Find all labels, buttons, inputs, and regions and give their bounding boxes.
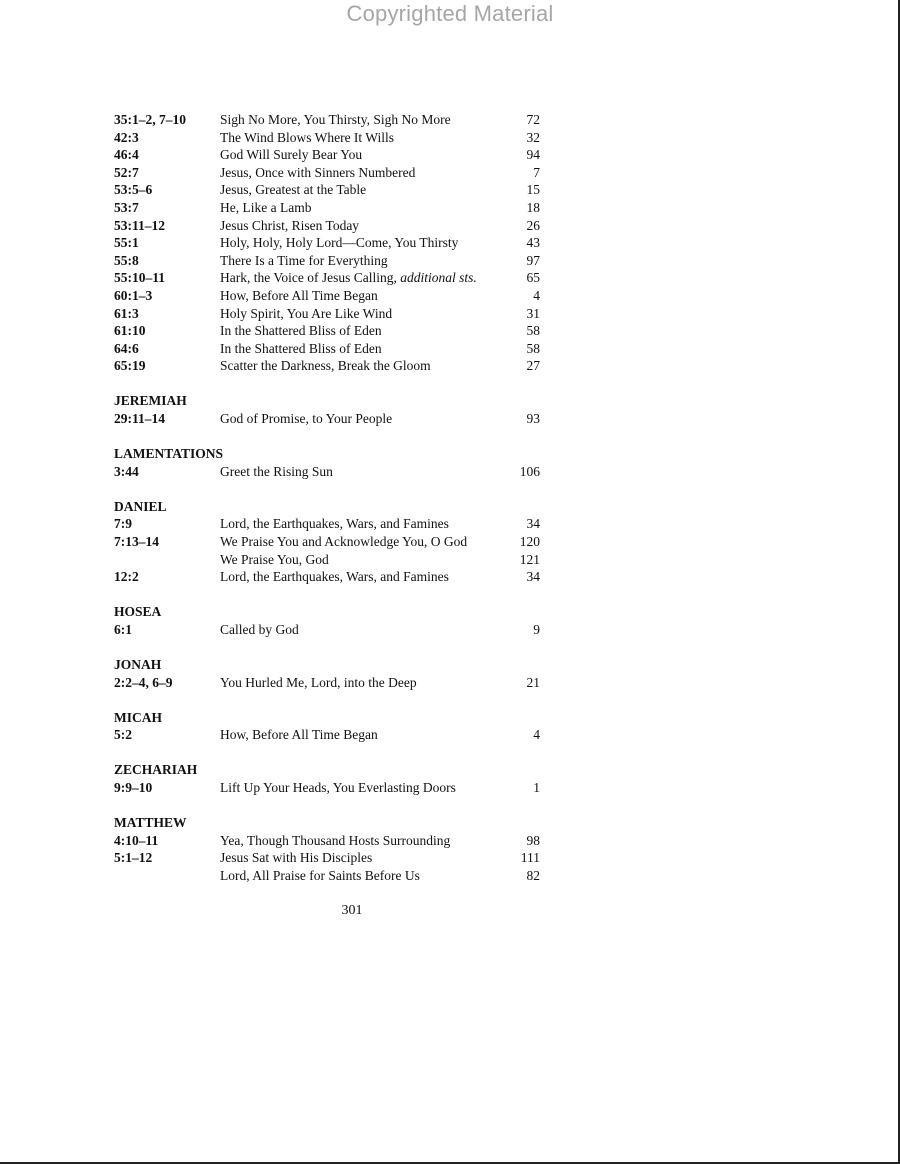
hymn-title-text: He, Like a Lamb — [220, 199, 312, 215]
index-entry — [114, 111, 540, 129]
index-section — [114, 603, 540, 638]
book-heading: LAMENTATIONS — [114, 446, 224, 462]
hymn-title-text: In the Shattered Bliss of Eden — [220, 340, 382, 356]
scripture-reference: 2:2–4, 6–9 — [114, 674, 173, 690]
hymn-title — [220, 533, 467, 551]
index-section — [114, 761, 540, 796]
index-entry — [114, 515, 540, 533]
scripture-reference: 53:7 — [114, 199, 139, 215]
hymn-number: 1 — [533, 779, 540, 795]
scripture-reference: 53:11–12 — [114, 217, 166, 233]
hymn-title — [220, 111, 451, 129]
hymn-number: 121 — [519, 551, 540, 567]
index-entry — [114, 726, 540, 744]
hymn-number: 65 — [526, 270, 540, 286]
scripture-reference: 55:8 — [114, 252, 139, 268]
scripture-reference: 7:9 — [114, 516, 132, 532]
index-entry — [114, 533, 540, 551]
hymn-number: 27 — [526, 358, 540, 374]
index-entry — [114, 217, 540, 235]
hymn-title-text: Hark, the Voice of Jesus Calling, — [220, 270, 397, 286]
hymn-title — [220, 340, 382, 358]
index-entry — [114, 832, 540, 850]
hymn-title — [220, 129, 394, 147]
hymn-title-text: The Wind Blows Where It Wills — [220, 129, 395, 145]
hymn-number: 106 — [519, 463, 540, 479]
scripture-reference: 61:3 — [114, 305, 139, 321]
index-entry — [114, 357, 540, 375]
scripture-reference: 65:19 — [114, 358, 146, 374]
hymn-title-text: Lord, All Praise for Saints Before Us — [220, 867, 420, 883]
index-entry — [114, 287, 540, 305]
index-section — [114, 814, 540, 884]
hymn-number: 21 — [526, 674, 540, 690]
hymn-title — [220, 287, 378, 305]
hymn-title — [220, 181, 366, 199]
hymn-title — [220, 217, 359, 235]
scripture-reference: 64:6 — [114, 340, 139, 356]
index-entry — [114, 568, 540, 586]
hymn-title — [220, 252, 388, 270]
hymn-title-text: In the Shattered Bliss of Eden — [220, 323, 382, 339]
hymn-number: 111 — [520, 850, 540, 866]
index-entry — [114, 129, 540, 147]
scripture-reference: 5:1–12 — [114, 850, 153, 866]
scripture-reference: 7:13–14 — [114, 533, 159, 549]
index-section — [114, 392, 540, 427]
scripture-reference: 53:5–6 — [114, 182, 153, 198]
hymn-number: 97 — [526, 252, 540, 268]
hymn-title-text: Jesus, Greatest at the Table — [220, 182, 367, 198]
index-section — [114, 498, 540, 586]
scripture-reference: 3:44 — [114, 463, 139, 479]
index-section — [114, 656, 540, 691]
hymn-number: 58 — [526, 323, 540, 339]
hymn-title — [220, 357, 431, 375]
hymn-title-note: additional sts. — [400, 270, 477, 286]
hymn-title-text: Jesus, Once with Sinners Numbered — [220, 164, 416, 180]
hymn-title-text: Jesus Christ, Risen Today — [220, 217, 360, 233]
scripture-reference: 35:1–2, 7–10 — [114, 112, 186, 127]
hymn-title — [220, 849, 372, 867]
hymn-number: 34 — [526, 569, 540, 585]
hymn-number: 82 — [526, 867, 540, 883]
scripture-reference: 46:4 — [114, 147, 139, 163]
hymn-title-text: Yea, Though Thousand Hosts Surrounding — [220, 832, 451, 848]
hymn-title-text: Greet the Rising Sun — [220, 463, 333, 479]
hymn-title-text: God of Promise, to Your People — [220, 411, 393, 426]
scripture-reference: 60:1–3 — [114, 287, 153, 303]
scripture-reference: 5:2 — [114, 727, 132, 743]
hymn-number: 4 — [533, 727, 540, 743]
hymn-title-text: Scatter the Darkness, Break the Gloom — [220, 358, 431, 374]
hymn-title-text: Jesus Sat with His Disciples — [220, 850, 373, 866]
hymn-title — [220, 515, 449, 533]
hymn-number: 18 — [526, 199, 540, 215]
index-entry — [114, 146, 540, 164]
hymn-title — [220, 867, 420, 885]
book-heading: MATTHEW — [114, 815, 187, 830]
index-entry — [114, 305, 540, 323]
hymn-title-text: Holy Spirit, You Are Like Wind — [220, 305, 393, 321]
hymn-number: 31 — [526, 305, 540, 321]
book-heading: ZECHARIAH — [114, 762, 198, 778]
book-heading: HOSEA — [114, 604, 162, 620]
hymn-title-text: How, Before All Time Began — [220, 287, 378, 303]
index-entry — [114, 269, 540, 287]
hymn-title — [220, 305, 392, 323]
hymn-title — [220, 410, 392, 428]
hymn-number: 93 — [526, 411, 540, 426]
hymn-number: 34 — [526, 516, 540, 532]
hymn-number: 94 — [526, 147, 540, 163]
hymn-number: 15 — [526, 182, 540, 198]
index-entry — [114, 779, 540, 797]
hymn-number: 120 — [519, 533, 540, 549]
page-number: 301 — [341, 903, 363, 918]
index-entry — [114, 164, 540, 182]
hymn-number: 9 — [533, 621, 540, 637]
index-entry — [114, 674, 540, 692]
book-heading: MICAH — [114, 709, 162, 725]
scripture-reference: 52:7 — [114, 164, 139, 180]
index-entry — [114, 199, 540, 217]
hymn-title — [220, 726, 378, 744]
hymn-number: 72 — [526, 112, 540, 127]
hymn-title-text: Lord, the Earthquakes, Wars, and Famines — [220, 569, 449, 585]
scripture-reference: 29:11–14 — [114, 411, 166, 426]
hymn-title — [220, 463, 333, 481]
hymn-title — [220, 779, 456, 797]
book-heading: JEREMIAH — [114, 393, 187, 409]
scripture-reference: 42:3 — [114, 129, 139, 145]
scripture-reference: 6:1 — [114, 621, 132, 637]
hymn-title-text: Sigh No More, You Thirsty, Sigh No More — [220, 112, 451, 127]
hymn-title-text: There Is a Time for Everything — [220, 252, 388, 268]
hymn-title — [220, 146, 362, 164]
index-entry — [114, 322, 540, 340]
index-entry — [114, 252, 540, 270]
hymn-title — [220, 322, 382, 340]
index-section — [114, 445, 540, 480]
index-entry — [114, 867, 540, 885]
hymn-title-text: We Praise You, God — [220, 551, 329, 567]
hymn-title-text: Lift Up Your Heads, You Everlasting Doors — [220, 779, 456, 795]
hymn-title-text: Called by God — [220, 621, 299, 637]
hymn-title-text: God Will Surely Bear You — [220, 147, 363, 163]
hymn-number: 7 — [533, 164, 540, 180]
hymn-title — [220, 832, 450, 850]
hymn-title — [220, 621, 299, 639]
hymn-title-text: Lord, the Earthquakes, Wars, and Famines — [220, 516, 449, 532]
hymn-number: 32 — [526, 129, 540, 145]
hymn-title — [220, 568, 449, 586]
index-entry — [114, 340, 540, 358]
hymn-number: 26 — [526, 217, 540, 233]
index-entry — [114, 463, 540, 481]
book-heading: DANIEL — [114, 498, 167, 514]
index-entry — [114, 621, 540, 639]
hymn-number: 4 — [533, 287, 540, 303]
scripture-reference: 55:1 — [114, 235, 139, 251]
hymn-number: 58 — [526, 340, 540, 356]
scripture-reference: 12:2 — [114, 569, 139, 585]
scripture-reference: 61:10 — [114, 323, 146, 339]
hymn-number: 43 — [526, 235, 540, 251]
scripture-reference: 4:10–11 — [114, 832, 159, 848]
hymn-title-text: You Hurled Me, Lord, into the Deep — [220, 674, 417, 690]
hymn-title-text: We Praise You and Acknowledge You, O God — [220, 533, 468, 549]
hymn-title — [220, 199, 311, 217]
index-entry — [114, 181, 540, 199]
scripture-index — [114, 111, 540, 884]
hymn-title — [220, 164, 415, 182]
hymn-title-text: How, Before All Time Began — [220, 727, 378, 743]
scripture-reference: 55:10–11 — [114, 270, 166, 286]
copyright-watermark: Copyrighted Material — [346, 1, 554, 26]
hymn-title — [220, 674, 417, 692]
hymn-title — [220, 551, 329, 569]
hymn-title-text: Holy, Holy, Holy Lord—Come, You Thirsty — [220, 235, 459, 251]
index-section — [114, 111, 540, 375]
hymn-number: 98 — [526, 832, 540, 848]
index-entry — [114, 551, 540, 569]
index-entry — [114, 410, 540, 428]
index-section — [114, 709, 540, 744]
book-heading: JONAH — [114, 656, 162, 672]
index-entry — [114, 849, 540, 867]
hymn-title — [220, 234, 458, 252]
index-entry — [114, 234, 540, 252]
hymn-title — [220, 269, 477, 287]
scripture-reference: 9:9–10 — [114, 779, 153, 795]
